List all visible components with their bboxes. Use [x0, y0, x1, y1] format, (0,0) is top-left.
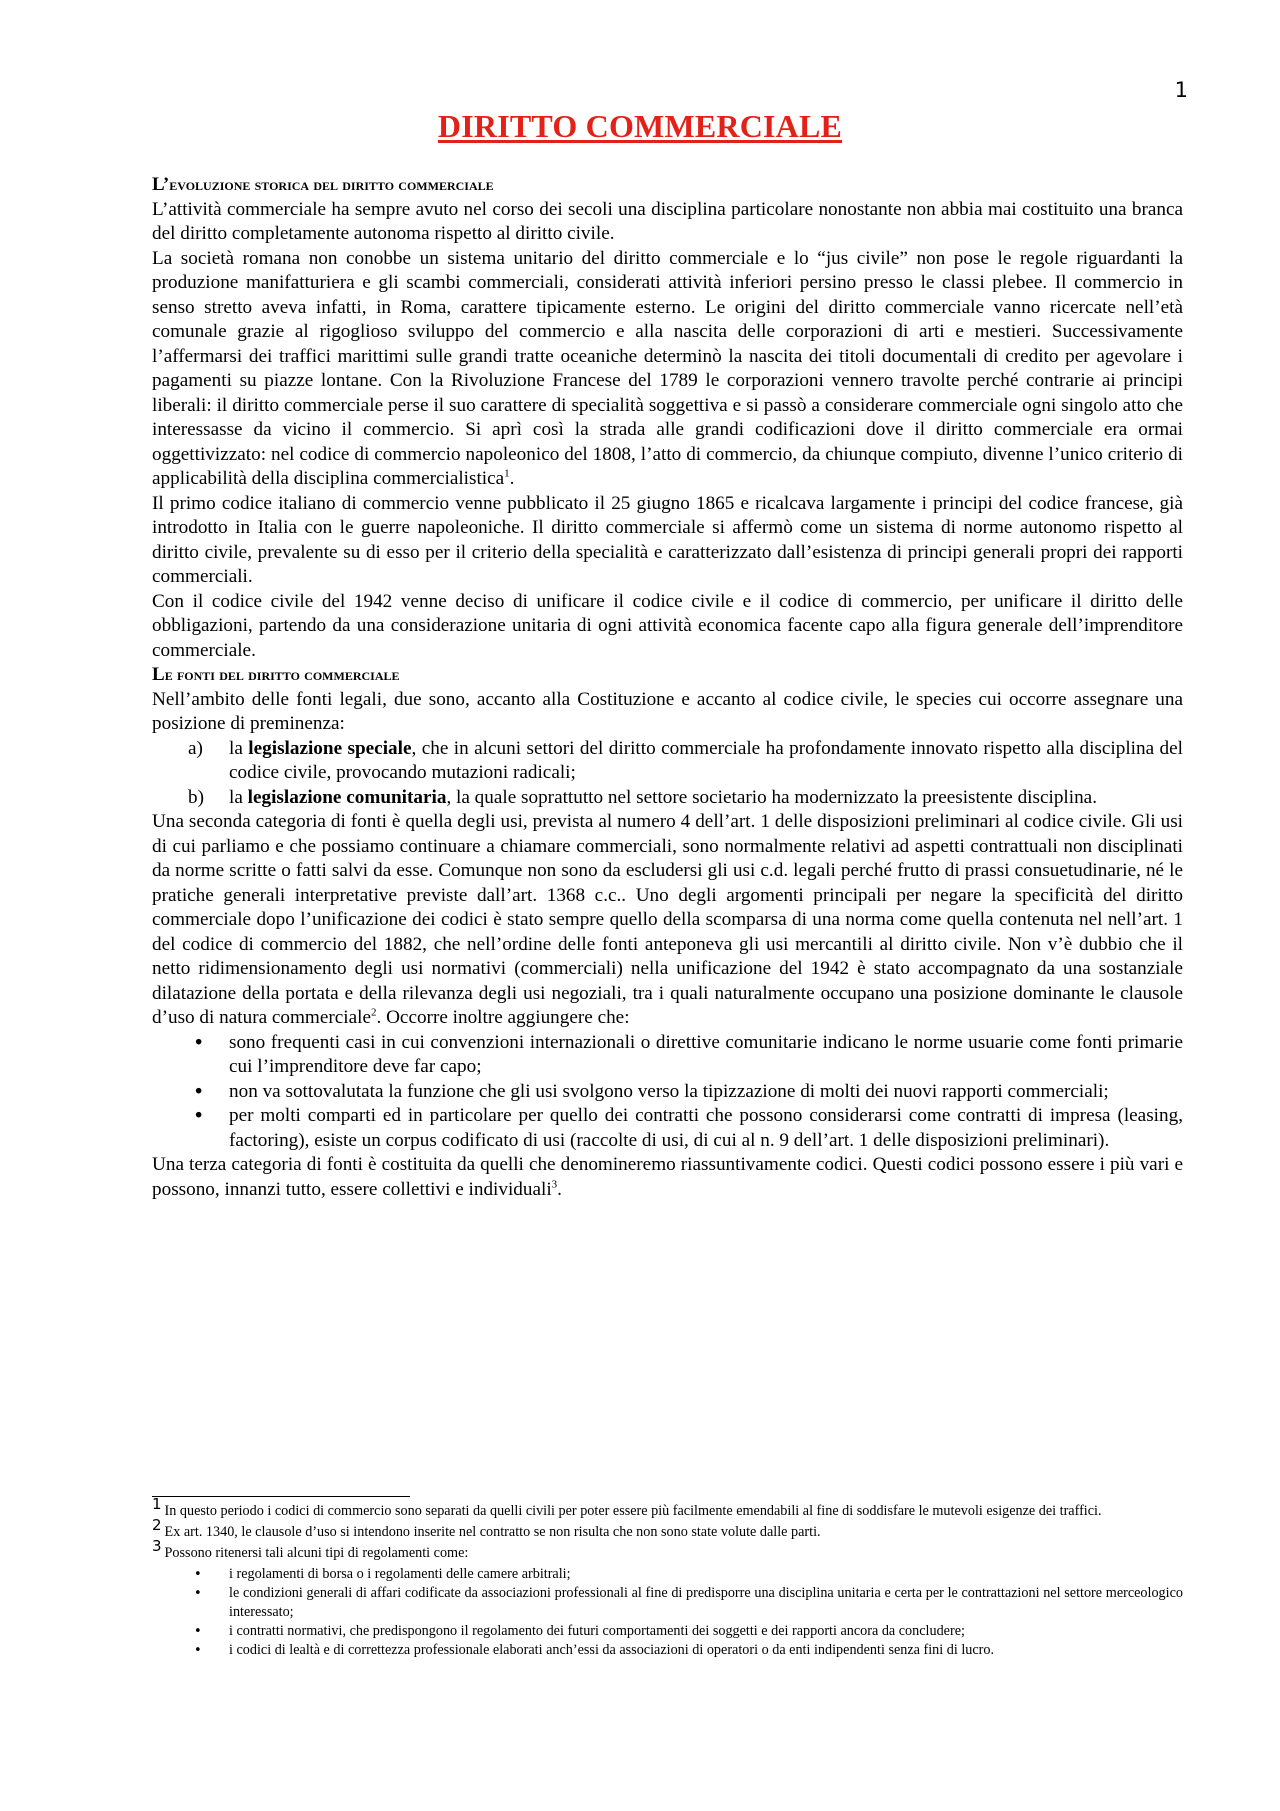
footnote: 1 In questo periodo i codici di commercio sono separati da quelli civili per poter essere più facilmente emendabili al fine di soddisfare le mutevoli esigenze dei traffici.: [152, 1495, 1102, 1519]
list-item: • i regolamenti di borsa o i regolamenti delle camere arbitrali;: [194, 1566, 571, 1582]
bullet-icon: •: [194, 1624, 202, 1639]
list-item: a) la legislazione speciale, che in alcuni settori del diritto commerciale ha profondamente innovato rispetto alla disciplina del codice civile, provocando mutazioni radicali;: [188, 737, 1183, 783]
bullet-icon: •: [194, 1643, 202, 1658]
list-item: • sono frequenti casi in cui convenzioni internazionali o direttive comunitarie indicano le norme usuarie come fonti primarie cui l’imprenditore deve far capo;: [193, 1030, 1183, 1077]
paragraph: La società romana non conobbe un sistema unitario del diritto commerciale e lo “jus civile” non pose le regole riguardanti la produzione manifatturiera e gli scambi commerciali, considerati attività inferiori persino presso le classi plebee. Il commercio in senso stretto aveva infatti, in Roma, carattere tipicamente esterno. Le origini del diritto commerciale vanno ricercate nell’età comunale grazie al rigoglioso sviluppo del commercio e alla nascita delle corporazioni di arti e mestieri. Successivamente l’affermarsi dei traffici marittimi sulle grandi tratte oceaniche determinò la nascita dei titoli documentali di credito per agevolare i pagamenti su piazze lontane. Con la Rivoluzione Francese del 1789 le corporazioni vennero travolte perché contrarie ai principi liberali: il diritto commerciale perse il suo carattere di specialità soggettiva e si passò a considerare commerciale ogni singolo atto che interessasse da vicino il commercio. Si aprì così la strada alle grandi codificazioni dove il diritto commerciale era ormai oggettivizzato: nel codice di commercio napoleonico del 1808, l’atto di commercio, da chiunque compiuto, divenne l’unico criterio di applicabilità della disciplina commercialistica$^1$.: [152, 247, 1183, 489]
list-item: b) la legislazione comunitaria, la quale soprattutto nel settore societario ha modernizzato la preesistente disciplina.: [188, 786, 1097, 808]
section-heading-fonti: Le fonti del diritto commerciale: [152, 664, 400, 685]
list-item: • per molti comparti ed in particolare per quello dei contratti che possono considerarsi come contratti di impresa (leasing, factoring), esiste un corpus codificato di usi (raccolte di usi, di cui al n. 9 dell’art. 1 delle disposizioni preliminari).: [193, 1104, 1183, 1151]
paragraph: L’attività commerciale ha sempre avuto nel corso dei secoli una disciplina particolare nonostante non abbia mai costituito una branca del diritto completamente autonoma rispetto al diritto civile.: [152, 198, 1183, 244]
footnote-bullet-list: [152, 1565, 1183, 1660]
bullet-icon: •: [193, 1079, 205, 1103]
paragraph: Una seconda categoria di fonti è quella degli usi, prevista al numero 4 dell’art. 1 delle disposizioni preliminari al codice civile. Gli usi di cui parliamo e che possiamo continuare a chiamare commerciali, sono normalmente relativi ad aspetti contrattuali non disciplinati da norme scritte o fatti salvi da esse. Comunque non sono da escludersi gli usi c.d. legali perché frutto di prassi consuetudinarie, né le pratiche generali interpretative previste dall’art. 1368 c.c.. Uno degli argomenti principali per negare la specificità del diritto commerciale dopo l’unificazione dei codici è stato sempre quello della scomparsa di una norma come quella contenuta nel nell’art. 1 del codice di commercio del 1882, che nell’ordine delle fonti anteponeva gli usi mercantili al diritto civile. Non v’è dubbio che il netto ridimensionamento degli usi normativi (commerciali) nella unificazione del 1942 è stato accompagnato da una sostanziale dilatazione della portata e della rilevanza degli usi negoziali, tra i quali naturalmente occupano una posizione dominante le clausole d’uso di natura commerciale$^2$. Occorre inoltre aggiungere che:: [152, 811, 1183, 1028]
bullet-icon: •: [193, 1030, 205, 1054]
alpha-list: [152, 737, 1183, 811]
bullet-icon: •: [194, 1586, 202, 1601]
list-item: • le condizioni generali di affari codificate da associazioni professionali al fine di predisporre una disciplina unitaria e certa per le contrattazioni nel settore merceologico interessato;: [194, 1585, 1183, 1620]
paragraph: Il primo codice italiano di commercio venne pubblicato il 25 giugno 1865 e ricalcava largamente i principi del codice francese, già introdotto in Italia con le guerre napoleoniche. Il diritto commerciale si affermò come un sistema di norme autonomo rispetto al diritto civile, prevalente su di esso per il criterio della specialità e caratterizzato dall’esistenza di principi generali propri dei rapporti commerciali.: [152, 492, 1183, 587]
footnote-separator: [152, 1496, 410, 1497]
footnote: 2 Ex art. 1340, le clausole d’uso si intendono inserite nel contratto se non risulta che non sono state volute dalle parti.: [152, 1516, 821, 1540]
document-body: [152, 173, 1183, 1202]
footnote-ref-2[interactable]: 2: [370, 1006, 377, 1019]
bullet-icon: •: [193, 1104, 205, 1127]
list-item: • i contratti normativi, che predispongono il regolamento dei futuri comportamenti dei soggetti e dei rapporti ancora da concludere;: [194, 1623, 965, 1639]
list-item: • non va sottovalutata la funzione che gli usi svolgono verso la tipizzazione di molti dei nuovi rapporti commerciali;: [193, 1079, 1109, 1103]
paragraph: Nell’ambito delle fonti legali, due sono, accanto alla Costituzione e accanto al codice civile, le species cui occorre assegnare una posizione di preminenza:: [152, 688, 1183, 734]
page-number: 1: [1174, 78, 1188, 102]
footnote: 3 Possono ritenersi tali alcuni tipi di regolamenti come:: [152, 1537, 469, 1561]
footnotes: [152, 1495, 1183, 1660]
paragraph: Con il codice civile del 1942 venne deciso di unificare il codice civile e il codice di commercio, per unificare il diritto delle obbligazioni, partendo da una considerazione unitaria di ogni attività economica facente capo alla figura generale dell’imprenditore commerciale.: [152, 590, 1183, 661]
footnote-ref-1[interactable]: 1: [504, 467, 510, 480]
list-item: • i codici di lealtà e di correttezza professionale elaborati anch’essi da associazioni di operatori o da enti indipendenti senza fini di lucro.: [194, 1642, 995, 1658]
bullet-icon: •: [194, 1567, 202, 1582]
footnote-ref-3[interactable]: 3: [551, 1178, 558, 1191]
bullet-list: [152, 1031, 1183, 1154]
section-heading-evoluzione: L’evoluzione storica del diritto commerciale: [152, 174, 494, 195]
document-title: DIRITTO COMMERCIALE: [437, 108, 843, 144]
paragraph: Una terza categoria di fonti è costituita da quelli che denomineremo riassuntivamente codici. Questi codici possono essere i più vari e possono, innanzi tutto, essere collettivi e individuali$^3$.: [152, 1154, 1183, 1200]
